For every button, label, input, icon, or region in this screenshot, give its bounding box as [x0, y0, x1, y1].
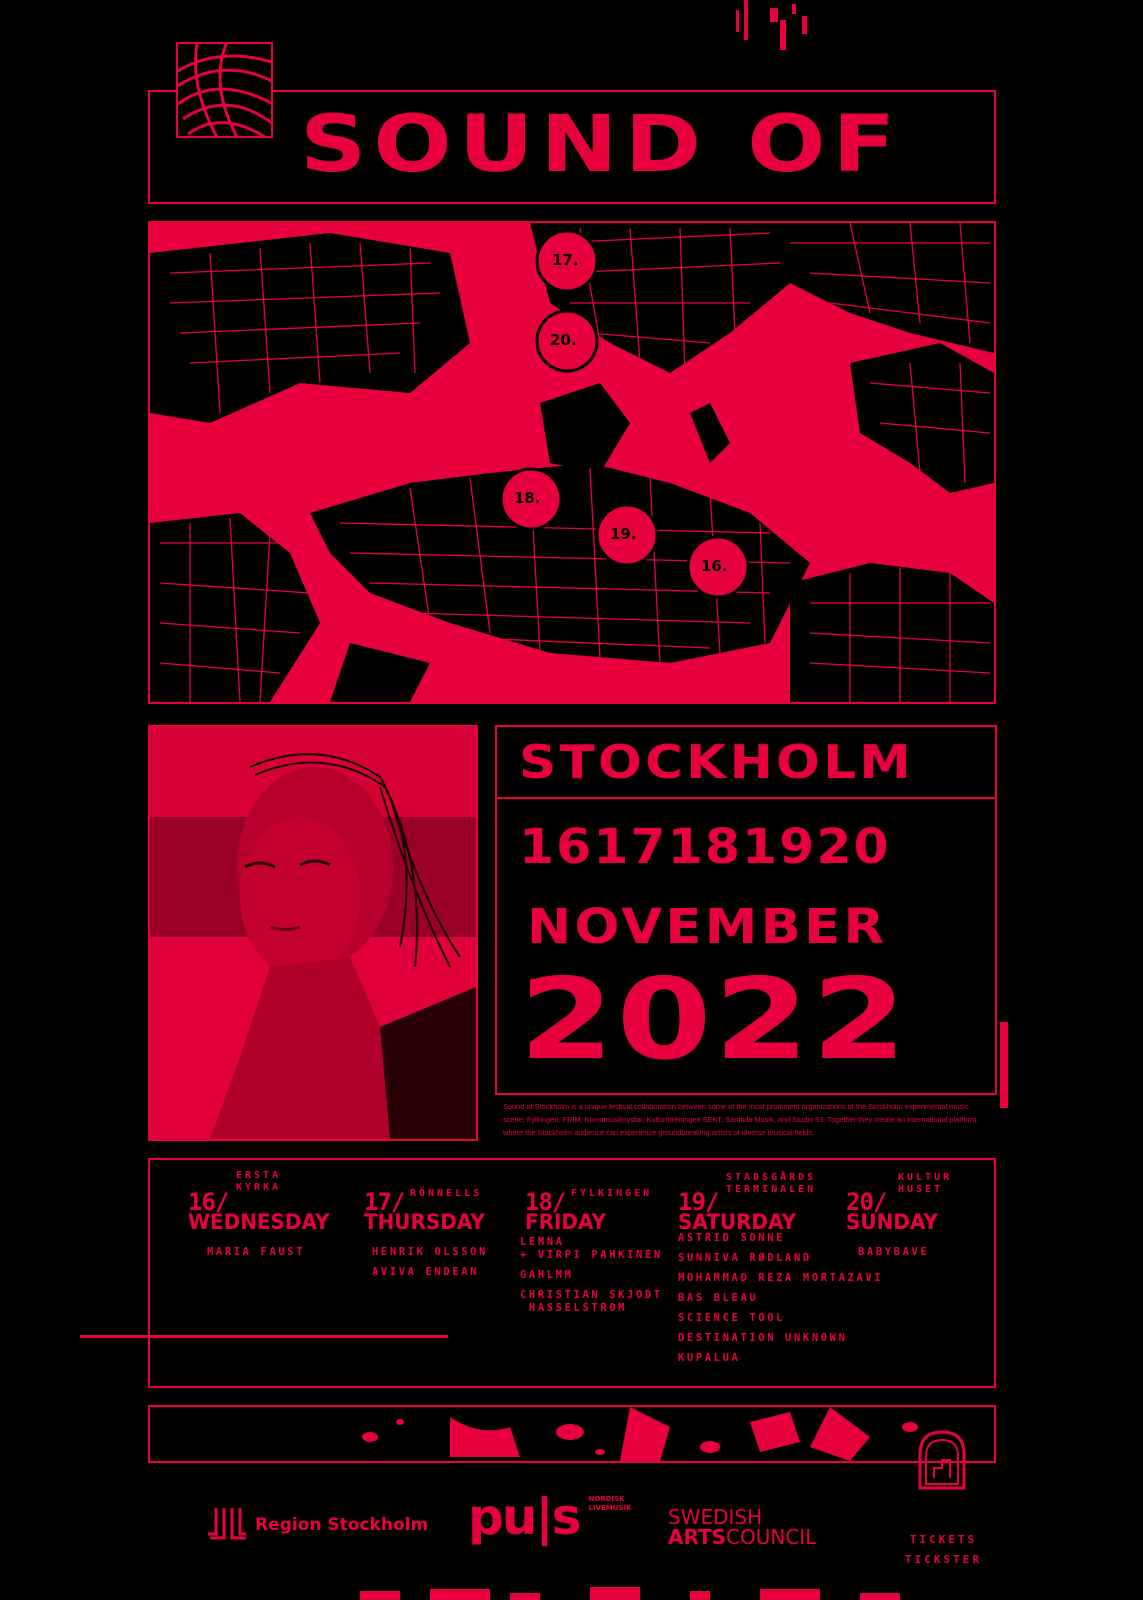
region-logo-text: Region Stockholm [255, 1515, 429, 1535]
artist-name: AVIVA ENDEAN [372, 1266, 480, 1278]
stockholm-map [148, 221, 996, 704]
city-box [495, 725, 997, 799]
artist-name: MOHAMMAD REZA MORTAZAVI [678, 1272, 884, 1284]
festival-month: NOVEMBER [527, 899, 888, 955]
artist-list-17 [372, 1246, 488, 1286]
puls-logo [468, 1488, 632, 1546]
yarn-ball-icon [178, 44, 271, 136]
arts-council-line2-light: COUNCIL [726, 1525, 817, 1549]
region-logo-icon [206, 1508, 248, 1542]
artist-name: GAHLMM [520, 1269, 574, 1281]
artist-name: HENRIK OLSSON [372, 1246, 488, 1258]
artist-list-19 [678, 1232, 883, 1372]
artist-name: BABYBAVE [858, 1246, 930, 1258]
dates-accent-bar [1000, 1022, 1008, 1108]
festival-logo [176, 42, 273, 138]
artist-name: ASTRID SONNE [678, 1232, 786, 1244]
map-marker-label: 19. [610, 525, 637, 543]
poster-title: SOUND OF [300, 100, 903, 190]
day-number: 17/ [364, 1188, 405, 1216]
top-noise-marks [730, 0, 820, 55]
arts-council-line2-bold: ARTS [668, 1525, 727, 1549]
swedish-arts-council-logo [668, 1507, 816, 1549]
tickets-label: TICKETS [909, 1533, 978, 1546]
artist-list-20 [858, 1246, 929, 1266]
day-name: FRIDAY [525, 1210, 606, 1234]
accent-line [80, 1335, 448, 1338]
day-venue: KULTUR HUSET [898, 1172, 953, 1195]
artist-name: DESTINATION UNKNOWN [678, 1332, 848, 1344]
day-name: WEDNESDAY [188, 1210, 330, 1234]
map-marker-label: 18. [514, 489, 541, 507]
day-name: THURSDAY [364, 1210, 485, 1234]
artist-name: BAS BLEAU [678, 1292, 759, 1304]
artist-name: CHRISTIAN SKJODT HASSELSTROM [520, 1289, 663, 1314]
day-number: 18/ [525, 1188, 566, 1216]
tickets-vendor: TICKSTER [905, 1553, 982, 1566]
day-number: 16/ [188, 1188, 229, 1216]
arts-council-line1: SWEDISH [668, 1505, 763, 1529]
day-number: 19/ [678, 1188, 719, 1216]
map-marker-label: 20. [550, 331, 577, 349]
artist-name: SCIENCE TOOL [678, 1312, 786, 1324]
city-name: STOCKHOLM [519, 735, 915, 789]
day-name: SUNDAY [846, 1210, 938, 1234]
festival-days: 1617181920 [519, 819, 891, 875]
map-marker-label: 16. [701, 557, 728, 575]
day-venue: ERSTA KYRKA [236, 1170, 282, 1193]
map-marker-label: 17. [552, 251, 579, 269]
bottom-banner [148, 1405, 996, 1463]
region-stockholm-logo [206, 1508, 428, 1542]
artist-name: MARIA FAUST [207, 1246, 306, 1258]
venue-emblem-icon [916, 1428, 968, 1492]
day-venue: STADSGÅRDS TERMINALEN [726, 1172, 817, 1195]
bottom-noise-marks [360, 1585, 960, 1600]
day-venue: FYLKINGEN [571, 1188, 653, 1199]
puls-logo-text: pu|s [468, 1488, 580, 1546]
festival-description: Sound of Stockholm is a unique festival collaboration between some of the most prominent organizations of the Stockholm experimental music scene: Fylkingen, FRIM, Konstmusiksystar, Kulturföreningen SEKT, Samtida Musik, and Studio 53. Together they create an international platform, where the Stockholm audience can experience groundbreaking artists of diverse musical fields. [503, 1102, 979, 1137]
festival-year: 2022 [519, 955, 910, 1085]
tickets-info[interactable] [905, 1530, 982, 1570]
puls-logo-subtitle: NORDISK LIVEMUSIK [588, 1495, 632, 1512]
schedule-box [148, 1158, 996, 1388]
artist-list-16 [207, 1246, 305, 1266]
dates-box [495, 799, 997, 1095]
day-number: 20/ [846, 1188, 887, 1216]
artist-photo [148, 725, 478, 1141]
artist-name: KUPALUA [678, 1352, 741, 1364]
artist-list-18 [520, 1236, 663, 1322]
day-name: SATURDAY [678, 1210, 796, 1234]
artist-name: SUNNIVA RØDLAND [678, 1252, 812, 1264]
artist-name: LEMNA + VIRPI PAHKINEN [520, 1236, 663, 1261]
day-venue: RÖNNELLS [410, 1188, 483, 1199]
